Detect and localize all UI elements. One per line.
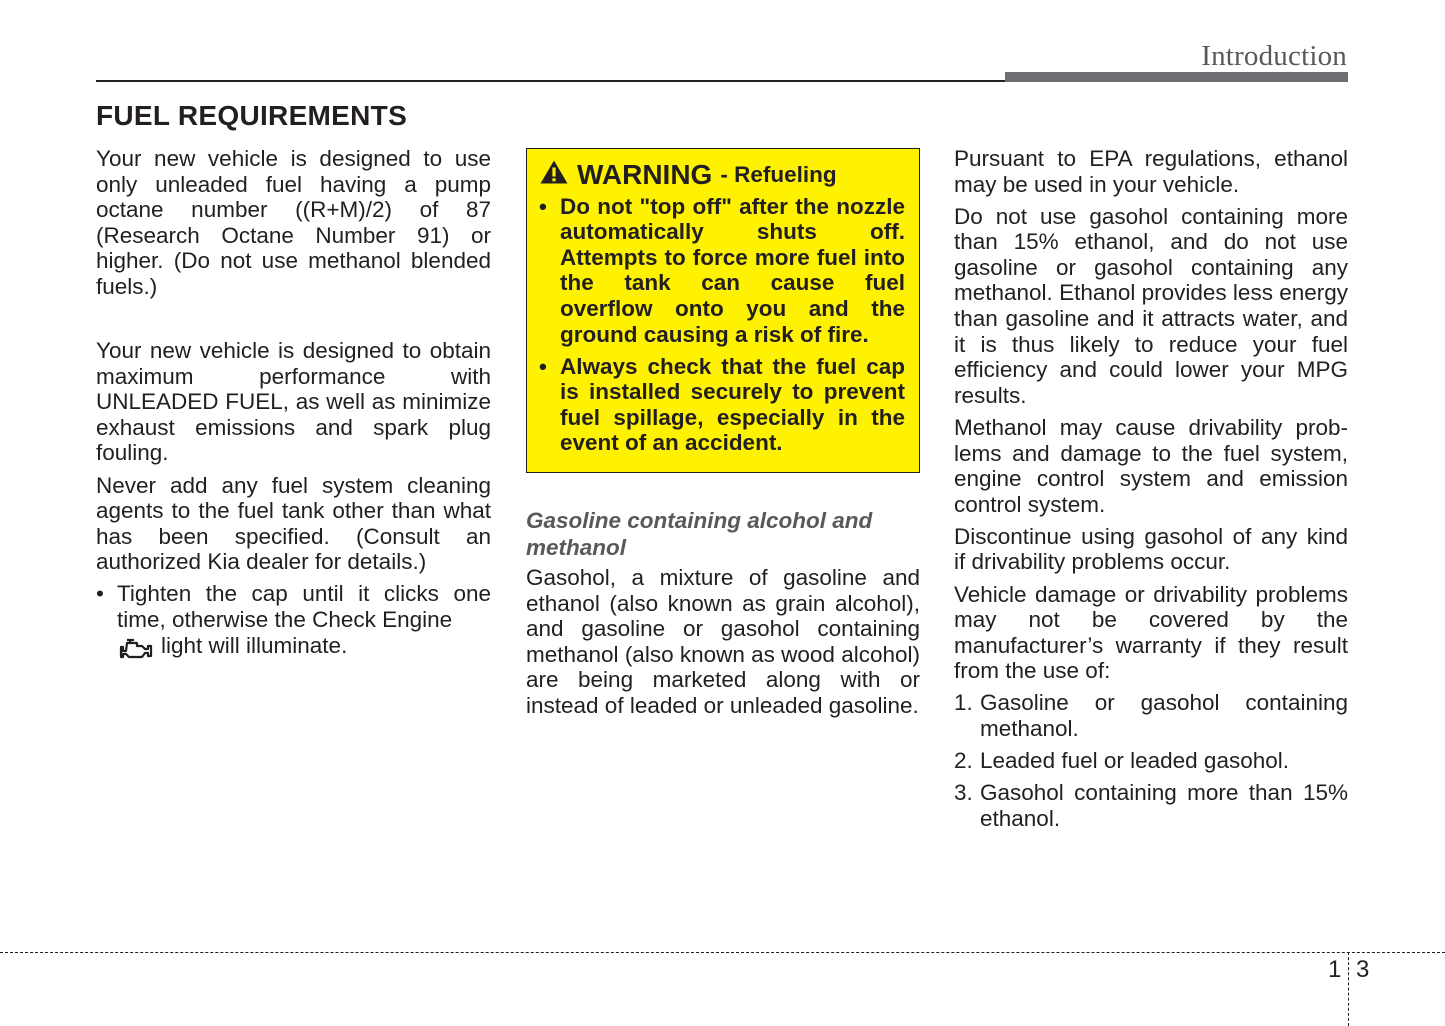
warning-item-text: Do not "top off" after the nozzle automatically shuts off. Attempts to force more fuel into the tank can cause fuel overflow onto you and the ground causing a risk of fire. <box>560 193 905 347</box>
chapter-number: 1 <box>1328 956 1342 983</box>
warning-item <box>539 354 905 456</box>
bullet-marker: • <box>539 353 547 379</box>
list-text: Gasoline or gasohol containing methanol. <box>980 690 1348 741</box>
list-number: 3. <box>954 780 973 806</box>
list-number: 1. <box>954 690 973 716</box>
list-item-tighten-cap <box>96 581 491 664</box>
warning-item-text: Always check that the fuel cap is installed securely to prevent fuel spillage, especially in the event of an accident. <box>560 353 905 456</box>
bullet-text-before: Tighten the cap until it clicks one time, otherwise the Check Engine <box>117 581 491 632</box>
column-right <box>954 146 1348 838</box>
section-header-title: Introduction <box>1201 40 1347 72</box>
column-left <box>96 146 491 671</box>
check-engine-icon <box>119 637 153 665</box>
list-text: Leaded fuel or leaded gasohol. <box>980 748 1290 774</box>
paragraph-epa: Pursuant to EPA regulations, ethanol may be used in your vehicle. <box>954 146 1348 197</box>
list-item <box>954 748 1348 774</box>
subheading-gasohol: Gasoline containing alcohol and methanol <box>526 508 873 561</box>
paragraph-cleaning-agents: Never add any fuel system cleaning agents to the fuel tank other than what has been specified. (Consult an authorized Kia dealer for details.) <box>96 472 491 575</box>
column-middle <box>526 146 920 725</box>
paragraph-discontinue: Discontinue using gasohol of any kind if drivability problems occur. <box>954 523 1348 575</box>
page-title: FUEL REQUIREMENTS <box>96 100 408 131</box>
footer-rule <box>0 952 1445 953</box>
list-item <box>954 690 1348 741</box>
header-rule <box>96 80 1006 82</box>
warning-triangle-icon <box>539 159 569 191</box>
paragraph-ethanol-limit: Do not use gasohol containing more than 15% ethanol, and do not use gasoline or gasohol containing any methanol. Ethanol provides less energy than gasoline and it attracts water, and it is thus likely to reduce your fuel efficiency and could lower your MPG results. <box>954 203 1348 408</box>
paragraph-performance: Your new vehicle is designed to obtain maximum performance with UNLEADED FUEL, as well as minimize exhaust emissions and spark plug fouling. <box>96 338 491 466</box>
warning-box <box>526 148 920 473</box>
bullet-marker: • <box>539 193 547 219</box>
warning-title: WARNING <box>577 159 713 190</box>
warning-item <box>539 194 905 348</box>
list-item <box>954 780 1348 831</box>
paragraph-octane: Your new vehicle is designed to use only unleaded fuel having a pump octane number ((R+M)/2) of 87 (Research Octane Number 91) or higher. (Do not use methanol blended fuels.) <box>96 146 491 299</box>
paragraph-methanol-damage: Methanol may cause drivability problems and damage to the fuel system, engine control system and emission control system. <box>954 414 1348 517</box>
page-number: 3 <box>1356 956 1370 983</box>
paragraph-warranty: Vehicle damage or drivability problems may not be covered by the manufacturer’s warranty if they result from the use of: <box>954 581 1348 684</box>
bullet-text-after: light will illuminate. <box>161 632 348 658</box>
header-accent-bar <box>1005 72 1348 82</box>
list-text: Gasohol containing more than 15% ethanol. <box>980 780 1348 831</box>
bullet-marker: • <box>96 581 104 607</box>
warning-subtitle: - Refueling <box>720 162 837 187</box>
paragraph-gasohol: Gasohol, a mixture of gasoline and ethanol (also known as grain alcohol), and gasoline or gasohol containing methanol (also known as wood alcohol) are being marketed along with or instead of leaded or unleaded gasoline. <box>526 565 920 718</box>
footer-page-separator <box>1348 952 1349 1026</box>
paragraph-spacer <box>96 306 491 338</box>
list-number: 2. <box>954 748 973 774</box>
warning-header <box>539 159 905 191</box>
